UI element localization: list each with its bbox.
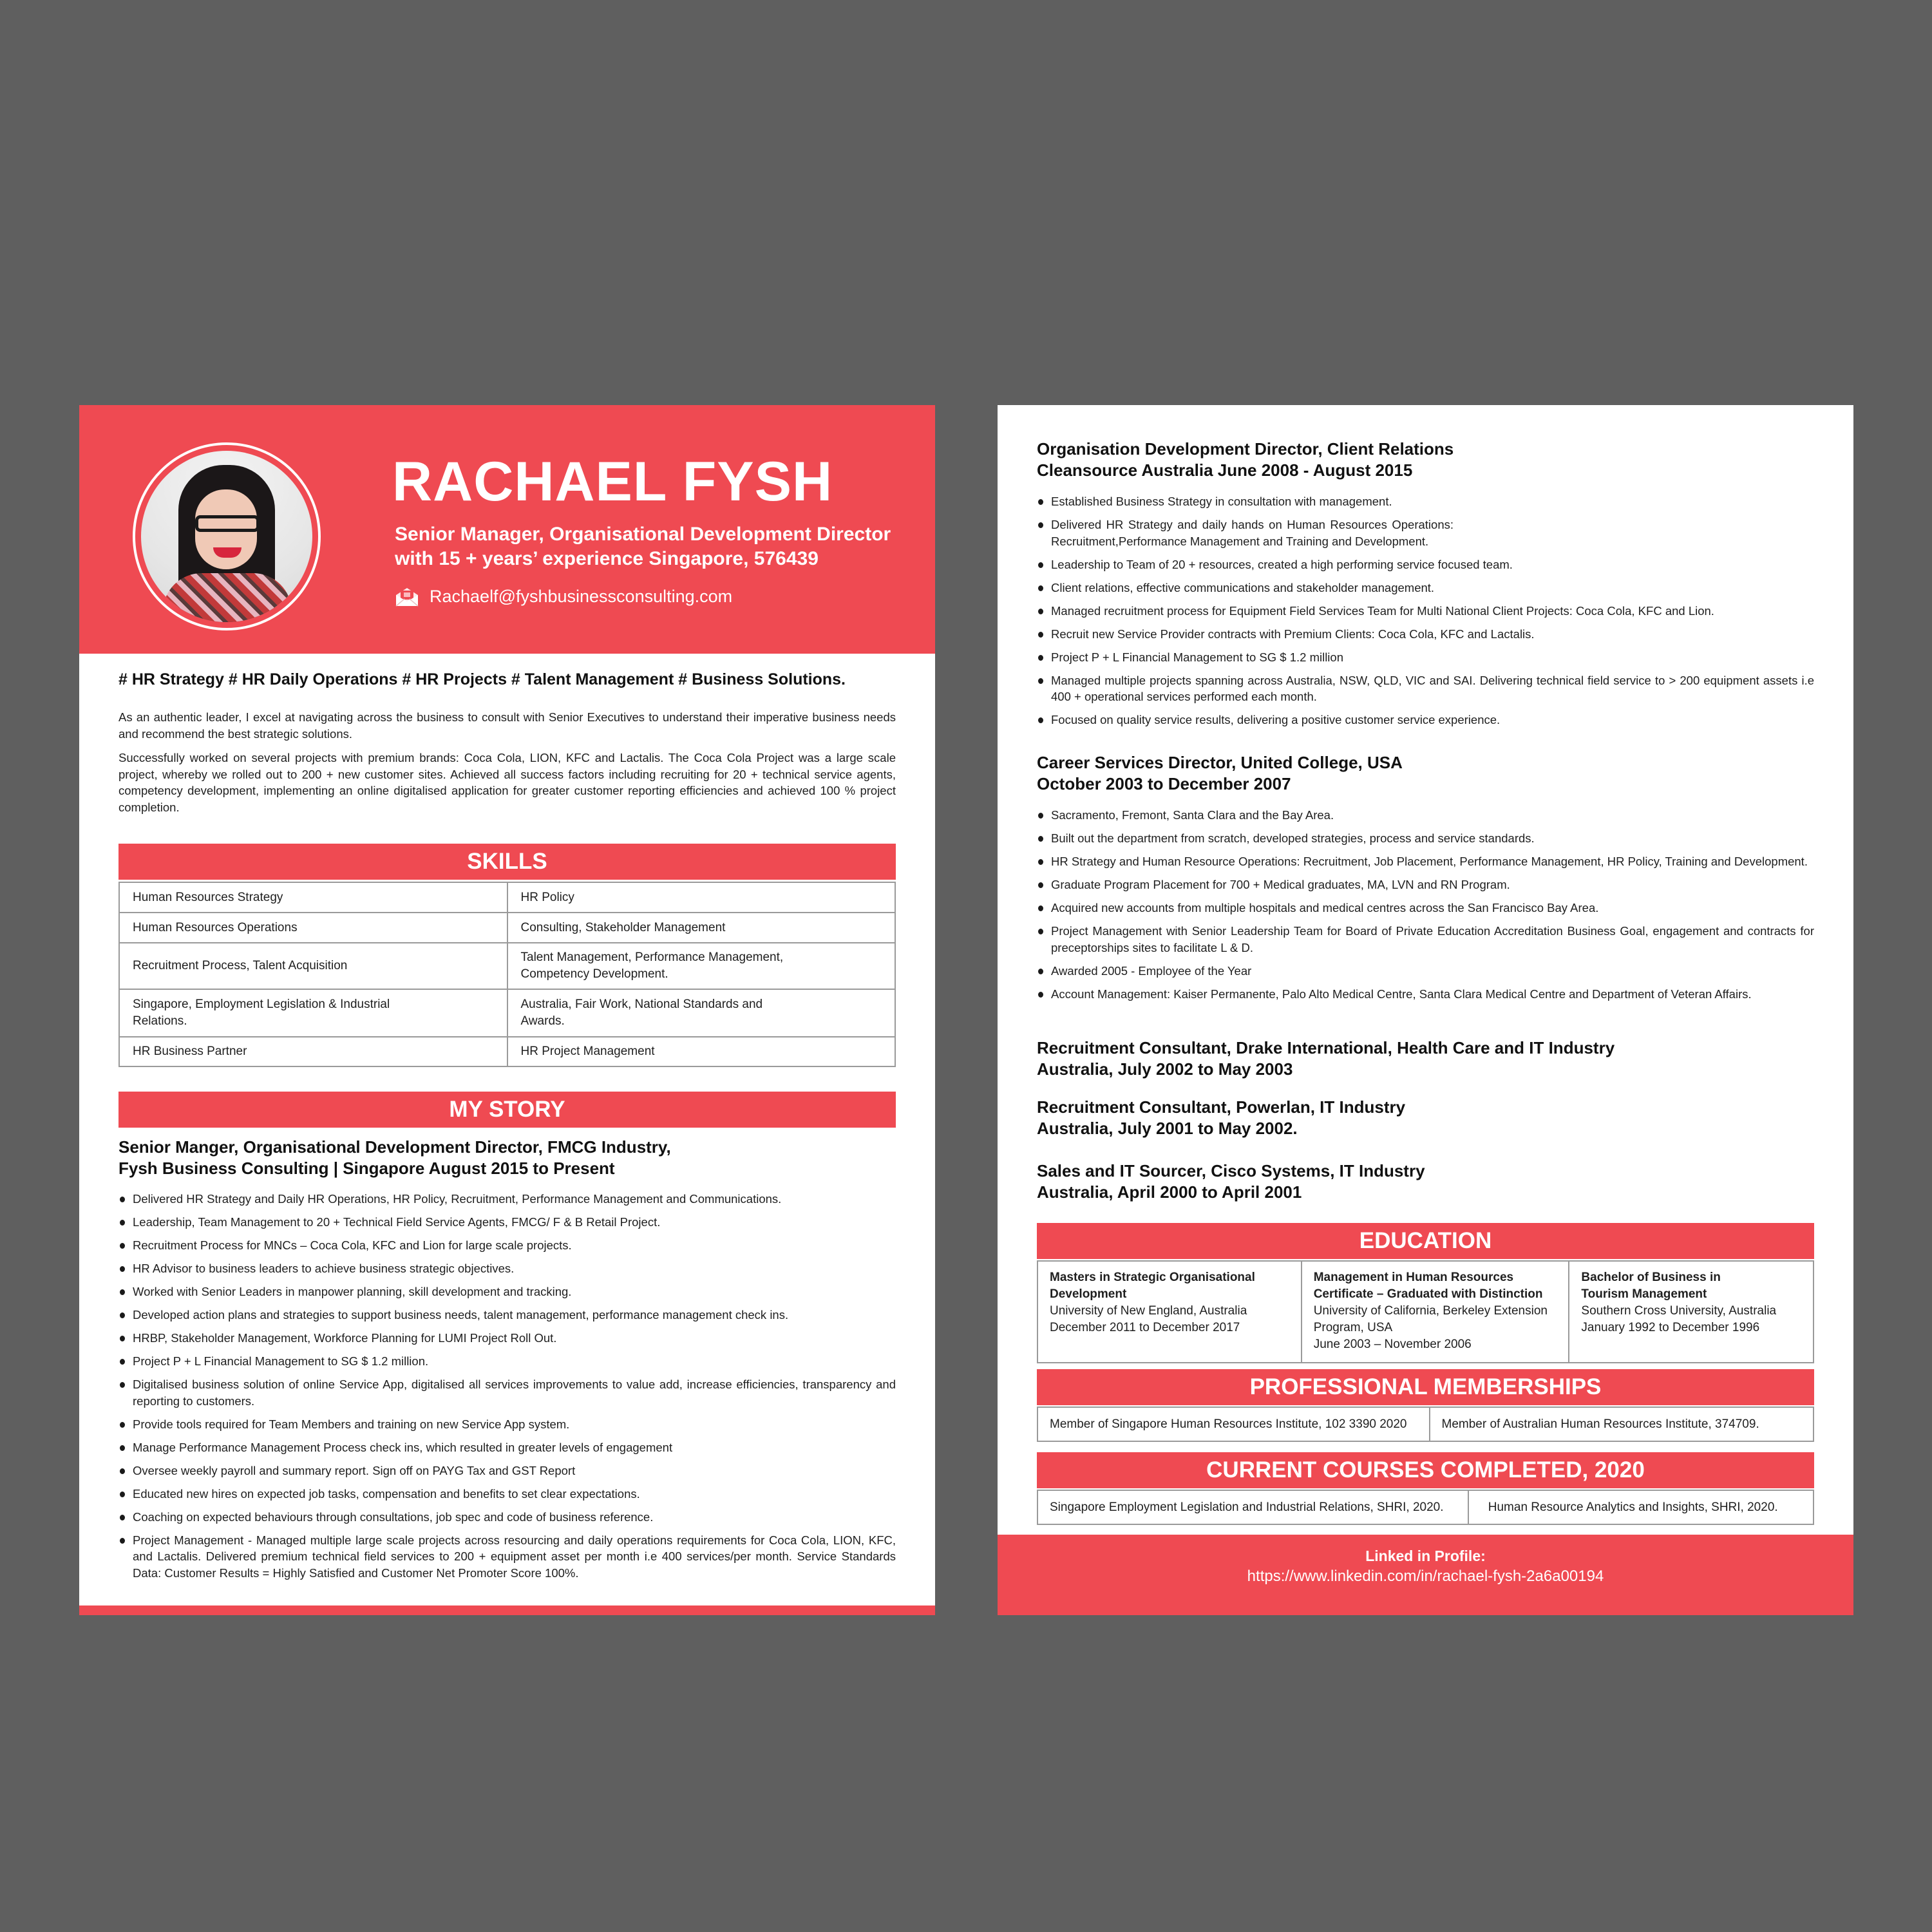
skills-heading: SKILLS — [118, 844, 896, 880]
skill-cell: HR Project Management — [507, 1037, 896, 1066]
bullet-item: Managed multiple projects spanning across Australia, NSW, QLD, VIC and SAI. Delivering technical field service to > 200 equipment assets i.e 400 + operational services performed each month. — [1037, 672, 1814, 705]
job-title-line: Organisation Development Director, Client Relations — [1037, 439, 1454, 459]
bullet-item: Client relations, effective communications and stakeholder management. — [1037, 580, 1814, 596]
bullet-item: Coaching on expected behaviours through consultations, job spec and code of business reference. — [118, 1509, 896, 1526]
skills-table — [118, 882, 896, 1067]
dates: December 2011 to December 2017 — [1050, 1321, 1240, 1334]
bullet-item: Project Management with Senior Leadership Team for Board of Private Education Accreditation Business Goal, engagement and contracts for preceptorships sites to facilitate L & D. — [1037, 923, 1814, 956]
education-heading: EDUCATION — [1037, 1223, 1814, 1259]
bullet-item: Delivered HR Strategy and Daily HR Operations, HR Policy, Recruitment, Performance Management and Communications. — [118, 1191, 896, 1208]
job-company-line: October 2003 to December 2007 — [1037, 774, 1291, 793]
bullet-item: Project P + L Financial Management to SG $ 1.2 million — [1037, 649, 1814, 666]
degree: Management in Human Resources Certificate – Graduated with Distinction — [1313, 1271, 1543, 1301]
degree: Bachelor of Business in Tourism Management — [1581, 1271, 1721, 1301]
bullet-item: Built out the department from scratch, developed strategies, process and service standards. — [1037, 830, 1814, 847]
skills-row — [119, 943, 895, 989]
bullet-item: Graduate Program Placement for 700 + Medical graduates, MA, LVN and RN Program. — [1037, 876, 1814, 893]
skill-cell: Australia, Fair Work, National Standards and Awards. — [507, 989, 896, 1037]
header-banner — [79, 405, 935, 654]
bullet-item: Project Management - Managed multiple large scale projects across resourcing and daily operations requirements for Coca Cola, LION, KFC, and Lactalis. Delivered premium technical field services to 200 + equipment asset per month i.e 400 services/per month. Service Standards Data: Customer Results = Highly Satisfied and Customer Net Promoter Score 100%. — [118, 1532, 896, 1582]
skill-cell: Talent Management, Performance Management, Competency Development. — [507, 943, 896, 989]
linkedin-label: Linked in Profile: — [1365, 1548, 1486, 1564]
bullet-item: Established Business Strategy in consultation with management. — [1037, 493, 1814, 510]
skills-row — [119, 882, 895, 913]
bullet-item: Focused on quality service results, delivering a positive customer service experience. — [1037, 712, 1814, 728]
skill-cell: HR Business Partner — [119, 1037, 507, 1066]
profile-photo — [141, 451, 312, 622]
professional-summary — [118, 709, 896, 823]
course-item: Singapore Employment Legislation and Industrial Relations, SHRI, 2020. — [1037, 1490, 1468, 1524]
linkedin-footer — [998, 1535, 1853, 1615]
education-item — [1037, 1261, 1302, 1363]
subtitle-line-2: with 15 + years’ experience Singapore, 576439 — [395, 548, 819, 569]
profile-photo-frame — [133, 442, 321, 630]
school: University of California, Berkeley Extension Program, USA — [1313, 1304, 1548, 1334]
bullet-item: Project P + L Financial Management to SG $ 1.2 million. — [118, 1353, 896, 1370]
job-title-line: Senior Manger, Organisational Development Director, FMCG Industry, — [118, 1137, 671, 1157]
skill-cell: Human Resources Operations — [119, 913, 507, 943]
subtitle-line-1: Senior Manager, Organisational Development Director — [395, 524, 891, 545]
courses-heading: CURRENT COURSES COMPLETED, 2020 — [1037, 1452, 1814, 1488]
job-company-line: Australia, July 2001 to May 2002. — [1037, 1119, 1298, 1138]
job-title-line: Career Services Director, United College, USA — [1037, 753, 1403, 772]
bullet-item: Recruitment Process for MNCs – Coca Cola, KFC and Lion for large scale projects. — [118, 1237, 896, 1254]
my-story-heading: MY STORY — [118, 1092, 896, 1128]
skills-row — [119, 1037, 895, 1066]
membership-item: Member of Singapore Human Resources Institute, 102 3390 2020 — [1037, 1407, 1430, 1441]
bullet-item: Developed action plans and strategies to support business needs, talent management, performance management check ins. — [118, 1307, 896, 1323]
bullet-item: Awarded 2005 - Employee of the Year — [1037, 963, 1814, 980]
bullet-item: HRBP, Stakeholder Management, Workforce Planning for LUMI Project Roll Out. — [118, 1330, 896, 1347]
memberships-heading: PROFESSIONAL MEMBERSHIPS — [1037, 1369, 1814, 1405]
candidate-name: RACHAEL FYSH — [392, 451, 833, 513]
job-company-line: Cleansource Australia June 2008 - August 2015 — [1037, 460, 1413, 480]
job-bullets — [1037, 807, 1814, 1009]
summary-paragraph: As an authentic leader, I excel at navigating across the business to consult with Senior Executives to understand their imperative business needs and recommend the best strategic solutions. — [118, 710, 896, 741]
membership-item: Member of Australian Human Resources Institute, 374709. — [1430, 1407, 1814, 1441]
bullet-item: HR Advisor to business leaders to achieve business strategic objectives. — [118, 1260, 896, 1277]
job-title-line: Sales and IT Sourcer, Cisco Systems, IT Industry — [1037, 1161, 1425, 1180]
course-row — [1037, 1490, 1814, 1524]
envelope-icon — [395, 587, 419, 607]
bullet-item: Delivered HR Strategy and daily hands on Human Resources Operations: Recruitment,Performance Management and Training and Development. — [1037, 516, 1814, 549]
bullet-item: Oversee weekly payroll and summary report. Sign off on PAYG Tax and GST Report — [118, 1463, 896, 1479]
job-title — [1037, 1097, 1405, 1139]
job-company-line: Australia, July 2002 to May 2003 — [1037, 1059, 1293, 1079]
linkedin-url[interactable]: https://www.linkedin.com/in/rachael-fysh-2a6a00194 — [1247, 1567, 1604, 1585]
bullet-item: Acquired new accounts from multiple hospitals and medical centres across the San Francisco Bay Area. — [1037, 900, 1814, 916]
memberships-table — [1037, 1406, 1814, 1442]
job-title-line: Recruitment Consultant, Powerlan, IT Industry — [1037, 1097, 1406, 1117]
summary-paragraph: Successfully worked on several projects with premium brands: Coca Cola, LION, KFC and Lactalis. The Coca Cola Project was a large scale project, whereby we rolled out to 200 + new customer sites. Achieved all success factors including recruiting for 20 + technical service agents, competency development, implementing an online digitalised application for greater customer reporting efficiencies and achieved 100 % project completion. — [118, 751, 896, 814]
candidate-subtitle — [395, 522, 910, 571]
education-table — [1037, 1260, 1814, 1363]
job-title — [1037, 439, 1454, 481]
current-job-title — [118, 1137, 671, 1179]
membership-row — [1037, 1407, 1814, 1441]
education-row — [1037, 1261, 1814, 1363]
dates: January 1992 to December 1996 — [1581, 1321, 1760, 1334]
bullet-item: HR Strategy and Human Resource Operations: Recruitment, Job Placement, Performance Management, HR Policy, Training and Development. — [1037, 853, 1814, 870]
skill-cell: Singapore, Employment Legislation & Industrial Relations. — [119, 989, 507, 1037]
bullet-item: Leadership to Team of 20 + resources, created a high performing service focused team. — [1037, 556, 1814, 573]
email-contact[interactable] — [395, 587, 732, 607]
school: University of New England, Australia — [1050, 1304, 1247, 1318]
bullet-item: Recruit new Service Provider contracts with Premium Clients: Coca Cola, KFC and Lactalis. — [1037, 626, 1814, 643]
job-title — [1037, 1037, 1615, 1080]
job-bullets — [1037, 493, 1814, 735]
bullet-item: Sacramento, Fremont, Santa Clara and the Bay Area. — [1037, 807, 1814, 824]
resume-page-1 — [79, 405, 935, 1615]
resume-page-2 — [998, 405, 1853, 1615]
skills-row — [119, 989, 895, 1037]
job-company-line: Fysh Business Consulting | Singapore August 2015 to Present — [118, 1159, 615, 1178]
education-item — [1302, 1261, 1569, 1363]
job-title — [1037, 752, 1403, 795]
skill-cell: Recruitment Process, Talent Acquisition — [119, 943, 507, 989]
page-footer-strip — [79, 1605, 935, 1615]
school: Southern Cross University, Australia — [1581, 1304, 1777, 1318]
skill-cell: Consulting, Stakeholder Management — [507, 913, 896, 943]
bullet-item: Account Management: Kaiser Permanente, Palo Alto Medical Centre, Santa Clara Medical Centre and Department of Veteran Affairs. — [1037, 986, 1814, 1003]
course-item: Human Resource Analytics and Insights, SHRI, 2020. — [1468, 1490, 1814, 1524]
dates: June 2003 – November 2006 — [1313, 1338, 1472, 1351]
tagline: # HR Strategy # HR Daily Operations # HR Projects # Talent Management # Business Solutions. — [118, 670, 846, 688]
bullet-item: Leadership, Team Management to 20 + Technical Field Service Agents, FMCG/ F & B Retail Project. — [118, 1214, 896, 1231]
email-address[interactable]: Rachaelf@fyshbusinessconsulting.com — [430, 587, 733, 606]
current-job-bullets — [118, 1191, 896, 1588]
job-title — [1037, 1160, 1425, 1203]
bullet-item: Manage Performance Management Process check ins, which resulted in greater levels of engagement — [118, 1439, 896, 1456]
courses-table — [1037, 1490, 1814, 1525]
skill-cell: HR Policy — [507, 882, 896, 913]
bullet-item: Digitalised business solution of online Service App, digitalised all services improvements to value add, increase efficiencies, transparency and reporting to customers. — [118, 1376, 896, 1409]
education-item — [1569, 1261, 1814, 1363]
bullet-item: Worked with Senior Leaders in manpower planning, skill development and tracking. — [118, 1283, 896, 1300]
bullet-item: Provide tools required for Team Members and training on new Service App system. — [118, 1416, 896, 1433]
skills-row — [119, 913, 895, 943]
bullet-item: Managed recruitment process for Equipment Field Services Team for Multi National Client Projects: Coca Cola, KFC and Lion. — [1037, 603, 1814, 620]
bullet-item: Educated new hires on expected job tasks, compensation and benefits to set clear expectations. — [118, 1486, 896, 1502]
skill-cell: Human Resources Strategy — [119, 882, 507, 913]
job-title-line: Recruitment Consultant, Drake International, Health Care and IT Industry — [1037, 1038, 1615, 1057]
degree: Masters in Strategic Organisational Development — [1050, 1271, 1255, 1301]
job-company-line: Australia, April 2000 to April 2001 — [1037, 1182, 1302, 1202]
